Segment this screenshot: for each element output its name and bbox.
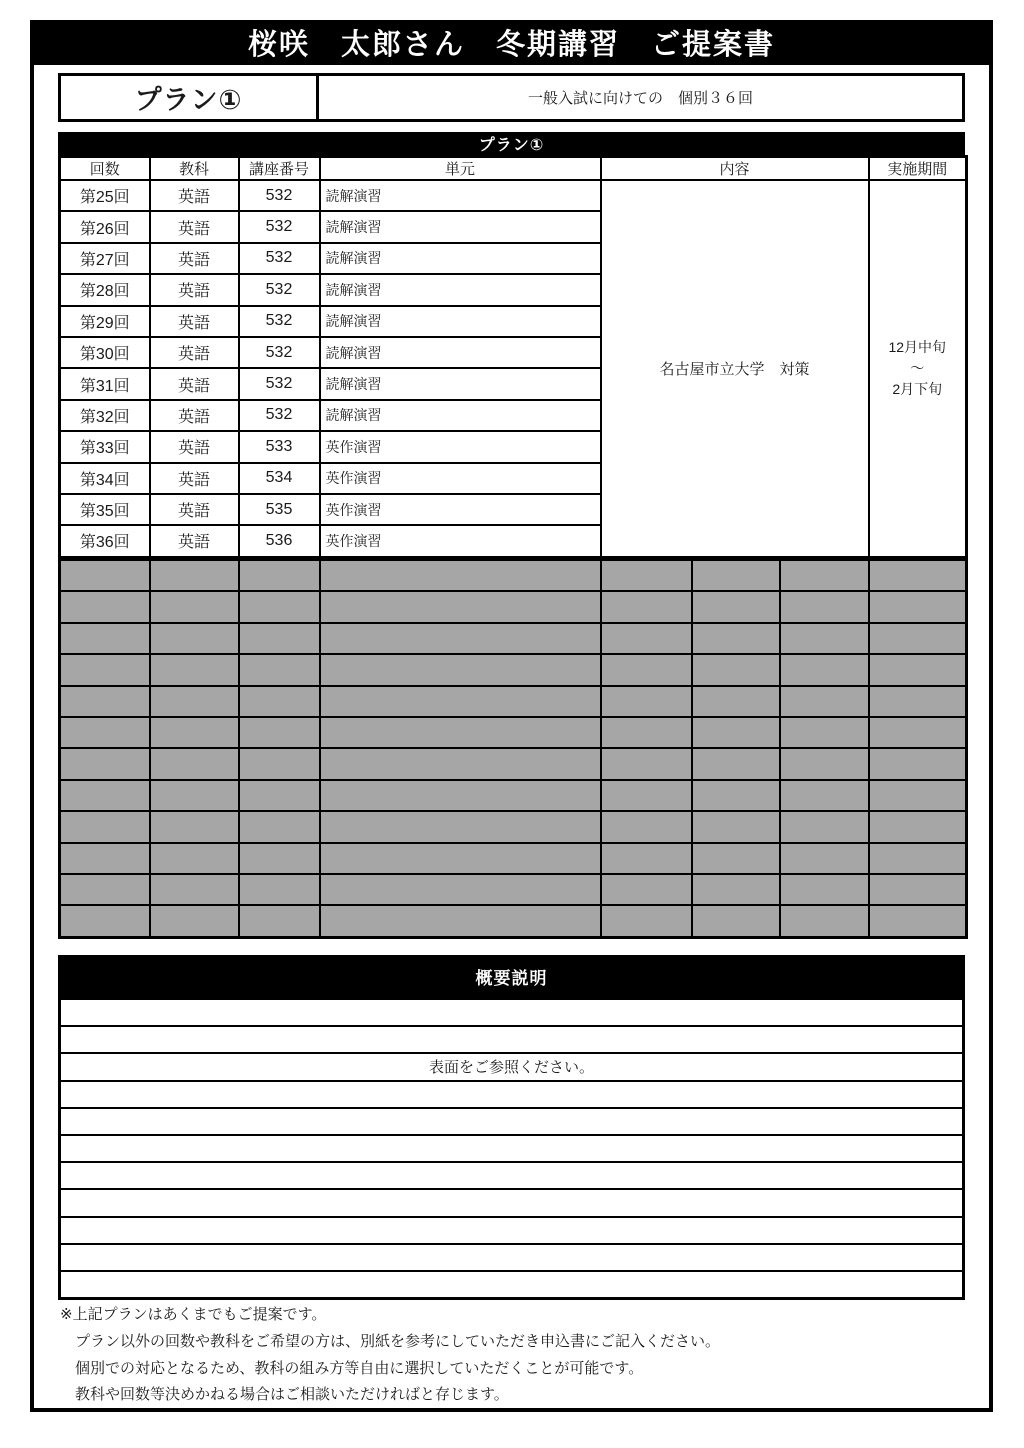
plan-table-title-bar xyxy=(58,132,965,155)
empty-cell xyxy=(150,843,239,874)
summary-empty-cell xyxy=(60,1026,964,1053)
empty-cell xyxy=(692,717,780,748)
empty-cell xyxy=(320,905,601,937)
empty-cell xyxy=(780,686,869,717)
empty-cell xyxy=(692,654,780,685)
empty-cell xyxy=(601,686,692,717)
empty-cell xyxy=(60,905,150,937)
footnotes-block xyxy=(60,1302,962,1409)
summary-row xyxy=(60,1244,964,1271)
column-header: 教科 xyxy=(150,157,239,181)
empty-cell xyxy=(780,591,869,622)
column-header: 講座番号 xyxy=(239,157,320,181)
empty-cell xyxy=(601,717,692,748)
empty-cell xyxy=(601,843,692,874)
empty-cell xyxy=(601,654,692,685)
summary-row xyxy=(60,1108,964,1135)
subject-cell: 英語 xyxy=(150,274,239,305)
empty-cell xyxy=(692,686,780,717)
summary-row xyxy=(60,1271,964,1299)
empty-cell xyxy=(780,874,869,905)
empty-cell xyxy=(780,811,869,842)
subject-cell: 英語 xyxy=(150,400,239,431)
course-number-cell: 534 xyxy=(239,463,320,494)
session-cell: 第32回 xyxy=(60,400,150,431)
column-header: 実施期間 xyxy=(869,157,967,181)
unit-cell: 読解演習 xyxy=(320,400,601,431)
course-number-cell: 532 xyxy=(239,337,320,368)
subject-cell: 英語 xyxy=(150,494,239,525)
empty-cell xyxy=(601,811,692,842)
empty-cell xyxy=(692,843,780,874)
empty-cell xyxy=(780,748,869,779)
session-cell: 第31回 xyxy=(60,368,150,399)
empty-cell xyxy=(60,874,150,905)
content-merged-cell: 名古屋市立大学 対策 xyxy=(601,180,869,557)
empty-cell xyxy=(692,623,780,654)
empty-cell xyxy=(780,560,869,592)
summary-row xyxy=(60,1135,964,1162)
empty-cell xyxy=(60,811,150,842)
empty-cell xyxy=(692,874,780,905)
empty-cell xyxy=(150,874,239,905)
summary-empty-cell xyxy=(60,1217,964,1244)
empty-cell xyxy=(320,560,601,592)
course-number-cell: 536 xyxy=(239,525,320,557)
unit-cell: 読解演習 xyxy=(320,180,601,211)
unit-cell: 英作演習 xyxy=(320,494,601,525)
column-header: 単元 xyxy=(320,157,601,181)
empty-cell xyxy=(869,748,967,779)
subject-cell: 英語 xyxy=(150,463,239,494)
period-line: 12月中旬 xyxy=(888,338,947,355)
summary-empty-cell xyxy=(60,1189,964,1216)
empty-cell xyxy=(780,843,869,874)
summary-row xyxy=(60,1217,964,1244)
plan-table-header-row xyxy=(60,157,967,181)
empty-cell xyxy=(320,717,601,748)
empty-cell xyxy=(239,654,320,685)
summary-row xyxy=(60,1162,964,1189)
subject-cell: 英語 xyxy=(150,180,239,211)
empty-cell xyxy=(239,843,320,874)
empty-cell xyxy=(150,717,239,748)
empty-cell xyxy=(60,748,150,779)
empty-cell xyxy=(601,623,692,654)
empty-cell xyxy=(869,686,967,717)
empty-cell xyxy=(60,560,150,592)
empty-cell xyxy=(692,748,780,779)
empty-cell xyxy=(780,654,869,685)
empty-cell xyxy=(692,905,780,937)
subject-cell: 英語 xyxy=(150,306,239,337)
empty-grid-row xyxy=(60,623,967,654)
empty-cell xyxy=(869,654,967,685)
empty-cell xyxy=(320,780,601,811)
empty-cell xyxy=(601,560,692,592)
subject-cell: 英語 xyxy=(150,368,239,399)
session-cell: 第29回 xyxy=(60,306,150,337)
summary-row xyxy=(60,1053,964,1080)
empty-cell xyxy=(601,748,692,779)
empty-cell xyxy=(60,623,150,654)
course-number-cell: 532 xyxy=(239,400,320,431)
empty-cell xyxy=(692,780,780,811)
column-header: 回数 xyxy=(60,157,150,181)
empty-cell xyxy=(150,811,239,842)
empty-cell xyxy=(60,654,150,685)
course-number-cell: 532 xyxy=(239,306,320,337)
empty-cell xyxy=(150,591,239,622)
summary-empty-cell xyxy=(60,1271,964,1299)
empty-cell xyxy=(239,560,320,592)
empty-cell xyxy=(869,623,967,654)
footnote-line: 教科や回数等決めかねる場合はご相談いただければと存じます。 xyxy=(60,1386,509,1404)
plan-table xyxy=(58,155,968,559)
empty-cell xyxy=(320,843,601,874)
session-cell: 第36回 xyxy=(60,525,150,557)
summary-row xyxy=(60,1026,964,1053)
empty-grid-row xyxy=(60,874,967,905)
empty-cell xyxy=(320,811,601,842)
empty-cell xyxy=(320,623,601,654)
unit-cell: 読解演習 xyxy=(320,243,601,274)
empty-cell xyxy=(60,686,150,717)
empty-grid-row xyxy=(60,591,967,622)
empty-cell xyxy=(869,717,967,748)
summary-empty-cell xyxy=(60,1081,964,1108)
empty-cell xyxy=(150,623,239,654)
empty-cell xyxy=(692,811,780,842)
empty-cell xyxy=(601,905,692,937)
plan-table-title: プラン① xyxy=(478,137,545,154)
empty-cell xyxy=(60,591,150,622)
empty-grid-row xyxy=(60,686,967,717)
empty-cell xyxy=(150,748,239,779)
summary-table xyxy=(58,997,965,1300)
unit-cell: 読解演習 xyxy=(320,306,601,337)
summary-row xyxy=(60,999,964,1027)
empty-cell xyxy=(239,874,320,905)
course-number-cell: 532 xyxy=(239,180,320,211)
empty-grid-row xyxy=(60,717,967,748)
summary-row xyxy=(60,1081,964,1108)
unit-cell: 読解演習 xyxy=(320,274,601,305)
footnote-line: プラン以外の回数や教科をご希望の方は、別紙を参考にしていただき申込書にご記入ください。 xyxy=(60,1332,721,1350)
empty-cell xyxy=(780,780,869,811)
empty-cell xyxy=(780,623,869,654)
document-title-bar xyxy=(30,20,993,65)
empty-cell xyxy=(150,905,239,937)
empty-grid-row xyxy=(60,748,967,779)
subject-cell: 英語 xyxy=(150,243,239,274)
empty-cell xyxy=(869,843,967,874)
empty-grid-row xyxy=(60,654,967,685)
subject-cell: 英語 xyxy=(150,211,239,242)
empty-cell xyxy=(780,717,869,748)
column-header: 内容 xyxy=(601,157,869,181)
empty-cell xyxy=(692,591,780,622)
empty-cell xyxy=(239,717,320,748)
summary-title: 概要説明 xyxy=(475,968,548,988)
empty-cell xyxy=(239,780,320,811)
empty-cell xyxy=(869,811,967,842)
summary-empty-cell xyxy=(60,1135,964,1162)
empty-cell xyxy=(869,874,967,905)
session-cell: 第25回 xyxy=(60,180,150,211)
empty-cell xyxy=(60,780,150,811)
session-cell: 第33回 xyxy=(60,431,150,462)
course-number-cell: 532 xyxy=(239,211,320,242)
empty-grid-row xyxy=(60,560,967,592)
empty-cell xyxy=(320,654,601,685)
session-cell: 第30回 xyxy=(60,337,150,368)
footnote-line: 個別での対応となるため、教科の組み方等自由に選択していただくことが可能です。 xyxy=(60,1359,644,1377)
summary-title-bar xyxy=(58,955,965,997)
session-cell: 第26回 xyxy=(60,211,150,242)
plan-header-box xyxy=(58,73,965,122)
subject-cell: 英語 xyxy=(150,337,239,368)
empty-grid-row xyxy=(60,811,967,842)
unit-cell: 読解演習 xyxy=(320,368,601,399)
empty-cell xyxy=(320,686,601,717)
empty-cell xyxy=(869,780,967,811)
empty-cell xyxy=(239,811,320,842)
session-cell: 第27回 xyxy=(60,243,150,274)
empty-cell xyxy=(60,717,150,748)
empty-cell xyxy=(150,780,239,811)
empty-cell xyxy=(601,874,692,905)
course-number-cell: 533 xyxy=(239,431,320,462)
empty-cell xyxy=(869,591,967,622)
unit-cell: 英作演習 xyxy=(320,463,601,494)
empty-cell xyxy=(780,905,869,937)
empty-cell xyxy=(150,686,239,717)
empty-cell xyxy=(601,591,692,622)
unit-cell: 英作演習 xyxy=(320,525,601,557)
empty-cell xyxy=(320,591,601,622)
summary-empty-cell xyxy=(60,1108,964,1135)
subject-cell: 英語 xyxy=(150,431,239,462)
unit-cell: 読解演習 xyxy=(320,337,601,368)
plan-table-row xyxy=(60,180,967,211)
session-cell: 第35回 xyxy=(60,494,150,525)
empty-cell xyxy=(239,591,320,622)
course-number-cell: 535 xyxy=(239,494,320,525)
empty-grid-row xyxy=(60,780,967,811)
empty-grid-table xyxy=(58,558,968,939)
session-cell: 第28回 xyxy=(60,274,150,305)
empty-cell xyxy=(60,843,150,874)
empty-cell xyxy=(150,560,239,592)
empty-cell xyxy=(869,905,967,937)
period-merged-cell xyxy=(869,180,967,557)
summary-row xyxy=(60,1189,964,1216)
plan-description-cell: 一般入試に向けての 個別３６回 xyxy=(527,90,753,107)
course-number-cell: 532 xyxy=(239,368,320,399)
empty-cell xyxy=(601,780,692,811)
unit-cell: 英作演習 xyxy=(320,431,601,462)
footnote-line: ※上記プランはあくまでもご提案です。 xyxy=(60,1306,327,1323)
summary-empty-cell xyxy=(60,1244,964,1271)
course-number-cell: 532 xyxy=(239,243,320,274)
period-line: ～ xyxy=(910,359,925,376)
unit-cell: 読解演習 xyxy=(320,211,601,242)
subject-cell: 英語 xyxy=(150,525,239,557)
empty-cell xyxy=(239,905,320,937)
empty-cell xyxy=(150,654,239,685)
empty-grid-row xyxy=(60,843,967,874)
empty-cell xyxy=(239,623,320,654)
plan-label-cell: プラン① xyxy=(61,76,319,119)
empty-cell xyxy=(320,874,601,905)
document-title: 桜咲 太郎さん 冬期講習 ご提案書 xyxy=(247,29,775,61)
summary-empty-cell xyxy=(60,999,964,1027)
empty-grid-row xyxy=(60,905,967,937)
period-line: 2月下旬 xyxy=(892,380,943,397)
empty-cell xyxy=(239,686,320,717)
empty-cell xyxy=(320,748,601,779)
course-number-cell: 532 xyxy=(239,274,320,305)
session-cell: 第34回 xyxy=(60,463,150,494)
empty-cell xyxy=(239,748,320,779)
summary-note-cell: 表面をご参照ください。 xyxy=(60,1053,964,1080)
summary-empty-cell xyxy=(60,1162,964,1189)
empty-cell xyxy=(869,560,967,592)
empty-cell xyxy=(692,560,780,592)
